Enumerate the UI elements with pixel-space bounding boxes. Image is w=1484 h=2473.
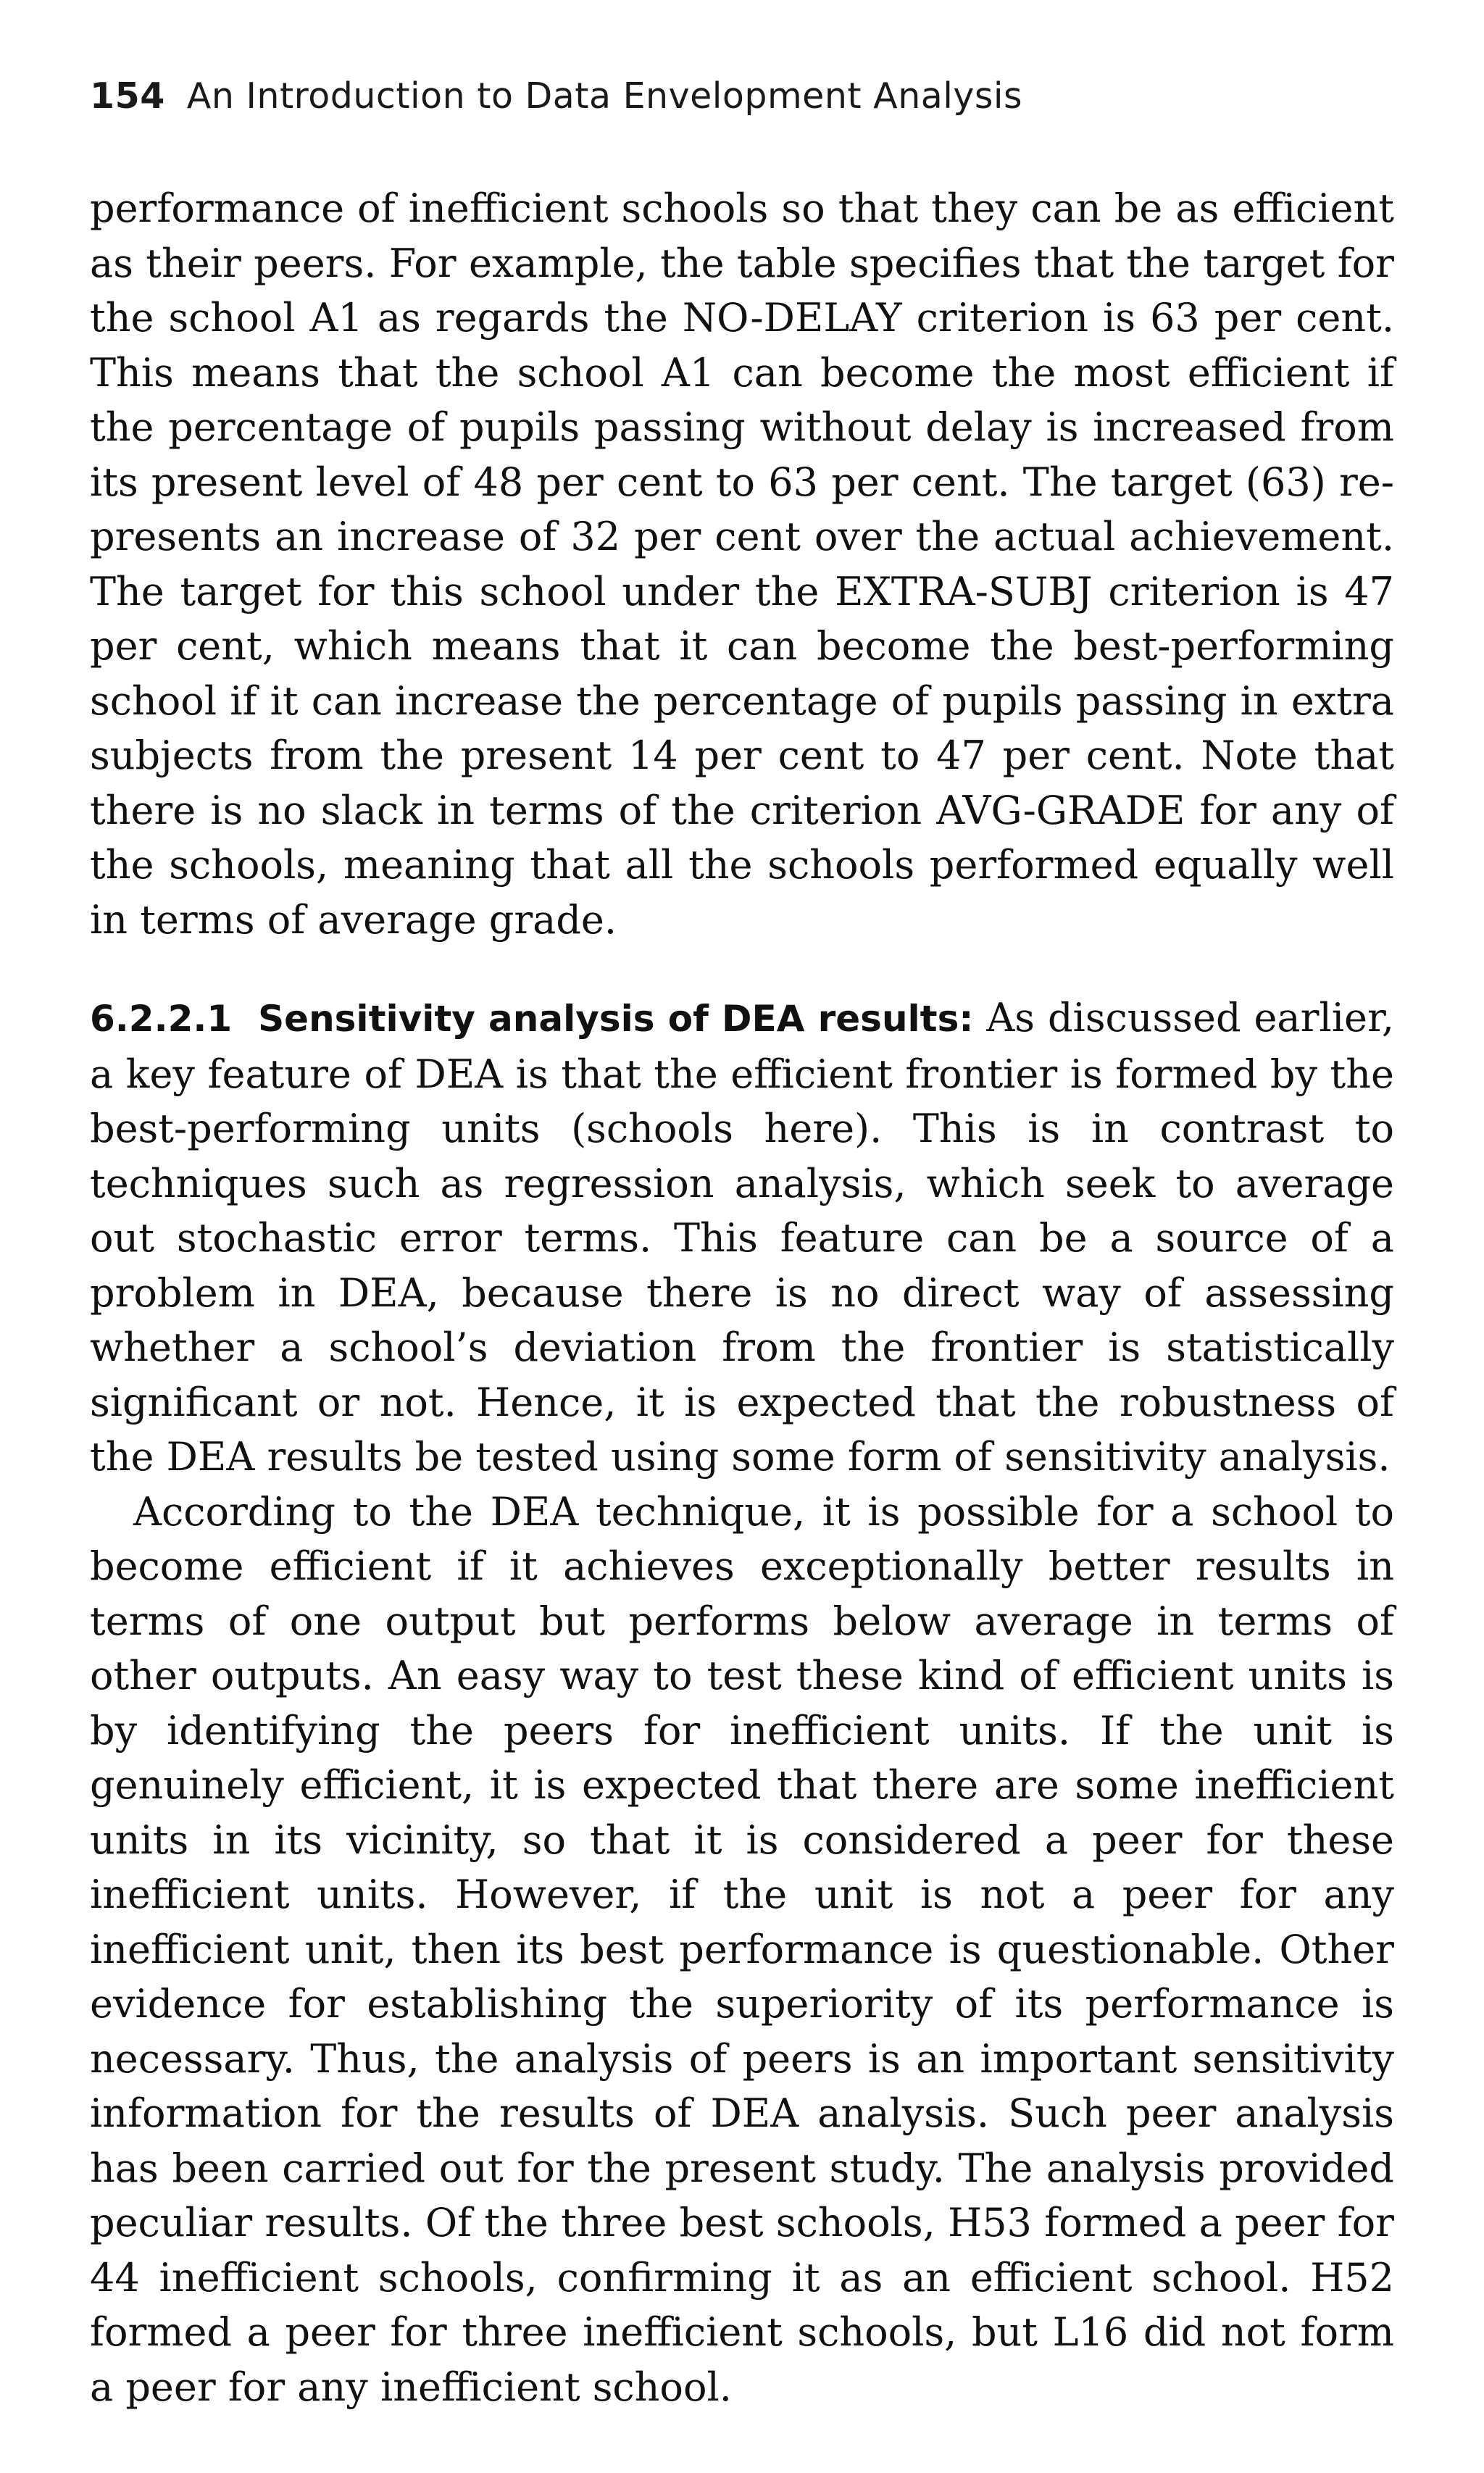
subsection-paragraph xyxy=(90,991,1394,1485)
subsection-title: Sensitivity analysis of DEA results: xyxy=(258,998,974,1040)
paragraph-peer-analysis: According to the DEA technique, it is possible for a school to become efficient if it achieves exceptionally better results in terms of one output but performs below average in terms of other outputs. An easy way to test these kind of efficient units is by identifying the peers for inefficient units. If the unit is genuinely efficient, it is expected that there are some inefficient units in its vicinity, so that it is considered a peer for these inefficient units. However, if the unit is not a peer for any inefficient unit, then its best performance is questionable. Other evidence for establishing the superiority of its performance is necessary. Thus, the analysis of peers is an important sensitivity information for the results of DEA analysis. Such peer analysis has been carried out for the present study. The analysis provided peculiar results. Of the three best schools, H53 formed a peer for 44 inefficient schools, confirming it as an efficient school. H52 formed a peer for three inefficient schools, but L16 did not form a peer for any inefficient school. xyxy=(90,1488,1394,2410)
paragraph-continuation: performance of inefficient schools so that they can be as efficient as their peers. For example, the table specifies that the target for the school A1 as regards the NO-DELAY criterion is 63 per cent. This means that the school A1 can become the most efficient if the percentage of pupils passing without delay is increased from its present level of 48 per cent to 63 per cent. The target (63) represents an increase of 32 per cent over the actual achievement. The target for this school under the EXTRA-SUBJ criterion is 47 per cent, which means that it can become the best-performing school if it can increase the percentage of pupils passing in extra subjects from the present 14 per cent to 47 per cent. Note that there is no slack in terms of the criterion AVG-GRADE for any of the schools, meaning that all the schools performed equally well in terms of average grade. xyxy=(90,185,1394,943)
book-title: An Introduction to Data Envelopment Analysis xyxy=(186,75,1023,117)
running-head xyxy=(90,75,1022,117)
page-number: 154 xyxy=(90,75,165,117)
subsection-number: 6.2.2.1 xyxy=(90,998,233,1040)
book-page xyxy=(90,0,1394,2473)
body-text xyxy=(90,181,1394,2414)
subsection-body-text: As discussed earlier, a key feature of DEA is that the efficient frontier is formed by the best-performing units (schools here). This is in contrast to techniques such as regression analysis, which seek to average out stochastic error terms. This feature can be a source of a problem in DEA, because there is no direct way of assessing whether a school’s deviation from the frontier is statistically significant or not. Hence, it is expected that the robustness of the DEA results be tested using some form of sensitivity analysis. xyxy=(90,995,1394,1480)
